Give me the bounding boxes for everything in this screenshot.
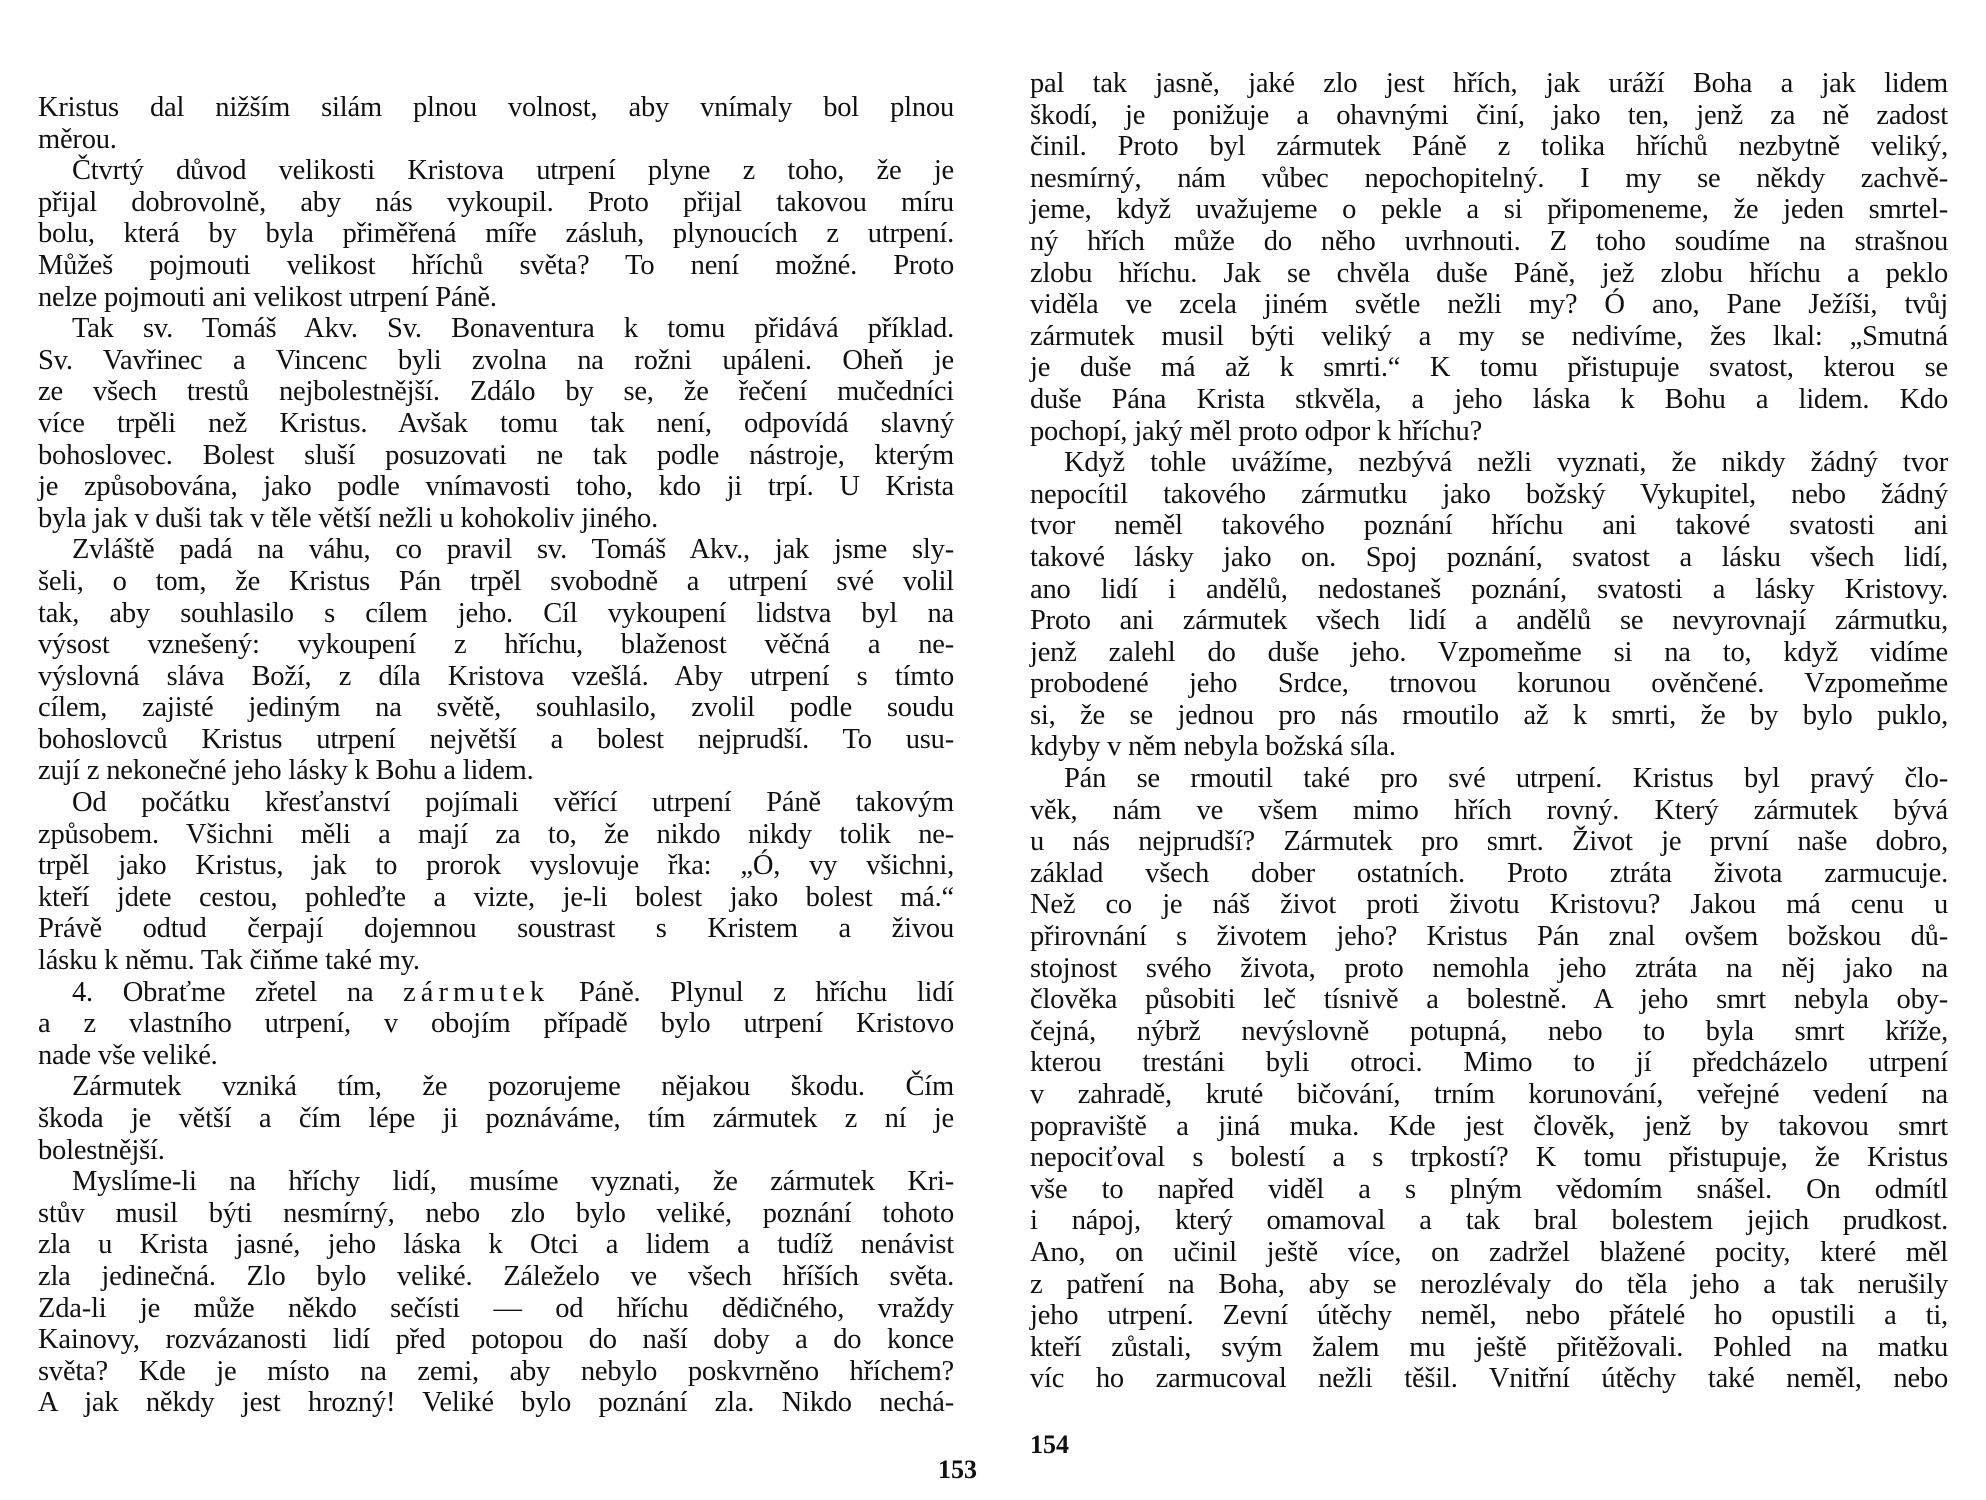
text-line: popraviště a jiná muka. Kde jest člověk, jenž by takovou smrt xyxy=(1030,1110,1948,1142)
text-line: bohoslovců Kristus utrpení největší a bolest nejprudší. To usu- xyxy=(38,723,954,755)
text-line: i nápoj, který omamoval a tak bral bolestem jejich prudkost. xyxy=(1030,1205,1948,1237)
text-line: jenž zalehl do duše jeho. Vzpomeňme si na to, když vidíme xyxy=(1030,636,1948,668)
text-line: výsost vznešený: vykoupení z hříchu, blaženost věčná a ne- xyxy=(38,629,954,661)
text-line: nesmírný, nám vůbec nepochopitelný. I my se někdy zachvě- xyxy=(1030,162,1948,194)
text-line: kteří zůstali, svým žalem mu ještě přitěžovali. Pohled na matku xyxy=(1030,1331,1948,1363)
text-line: jeho utrpení. Zevní útěchy neměl, nebo přátelé ho opustili a ti, xyxy=(1030,1300,1948,1332)
text-line: pal tak jasně, jaké zlo jest hřích, jak uráží Boha a jak lidem xyxy=(1030,68,1948,99)
text-line: v zahradě, kruté bičování, trním korunování, veřejné vedení na xyxy=(1030,1079,1948,1110)
text-line: duše Pána Krista stkvěla, a jeho láska k Bohu a lidem. Kdo xyxy=(1030,383,1948,415)
text-line: zármutek musil býti veliký a my se nedivíme, žes lkal: „Smutná xyxy=(1030,320,1948,352)
text-line: nelze pojmouti ani velikost utrpení Páně. xyxy=(38,281,497,313)
text-line: stův musil býti nesmírný, nebo zlo bylo veliké, poznání tohoto xyxy=(38,1197,954,1229)
text-line: bolestnější. xyxy=(38,1134,165,1166)
right-page xyxy=(1030,0,1948,1500)
text-line: kteří jdete cestou, pohleďte a vizte, je-li bolest jako bolest má.“ xyxy=(38,881,954,913)
text-line: zla jedinečná. Zlo bylo veliké. Záleželo ve všech hříších světa. xyxy=(38,1260,954,1292)
text-line: škodí, je ponižuje a ohavnými činí, jako ten, jenž za ně zadost xyxy=(1030,99,1948,131)
text-line: činil. Proto byl zármutek Páně z tolika hříchů nezbytně veliký, xyxy=(1030,131,1948,163)
text-line: vše to napřed viděl a s plným vědomím snášel. On odmítl xyxy=(1030,1173,1948,1205)
text-line: pochopí, jaký měl proto odpor k hříchu? xyxy=(1030,415,1483,447)
text-line: z patření na Boha, aby se nerozlévaly do těla jeho a tak nerušily xyxy=(1030,1268,1948,1300)
right-page-number: 154 xyxy=(1030,1430,1069,1459)
text-line: Zármutek vzniká tím, že pozorujeme nějakou škodu. Čím xyxy=(72,1071,954,1103)
text-line: základ všech dober ostatních. Proto ztráta života zarmucuje. xyxy=(1030,857,1948,889)
text-line: lásku k němu. Tak čiňme také my. xyxy=(38,945,420,977)
text-line: cílem, zajisté jediným na světě, souhlasilo, zvolil podle soudu xyxy=(38,692,954,724)
text-line: Od počátku křesťanství pojímali věřící utrpení Páně takovým xyxy=(72,787,954,819)
text-line: Když tohle uvážíme, nezbývá nežli vyznati, že nikdy žádný tvor xyxy=(1064,447,1948,479)
text-line: 4. Obraťme zřetel na zármutek Páně. Plynul z hříchu lidí xyxy=(72,976,954,1008)
text-line: takové lásky jako on. Spoj poznání, svatost a lásku všech lidí, xyxy=(1030,541,1948,573)
text-line: škoda je větší a čím lépe ji poznáváme, tím zármutek z ní je xyxy=(38,1103,954,1134)
text-line: nepocítil takového zármutku jako božský Vykupitel, nebo žádný xyxy=(1030,478,1948,510)
text-line: Proto ani zármutek všech lidí a andělů se nevyrovnají zármutku, xyxy=(1030,605,1948,637)
text-line: a z vlastního utrpení, v obojím případě bylo utrpení Kristovo xyxy=(38,1008,954,1040)
text-line: probodené jeho Srdce, trnovou korunou ověnčené. Vzpomeňme xyxy=(1030,668,1948,700)
text-line: jeme, když uvažujeme o pekle a si připomeneme, že jeden smrtel- xyxy=(1030,194,1948,226)
text-line: zlobu hříchu. Jak se chvěla duše Páně, jež zlobu hříchu a peklo xyxy=(1030,257,1948,289)
text-line: ze všech trestů nejbolestnější. Zdálo by se, že řečení mučedníci xyxy=(38,376,954,408)
right-page-text-column xyxy=(1030,68,1948,1395)
text-line: přijal dobrovolně, aby nás vykoupil. Proto přijal takovou míru xyxy=(38,186,954,218)
text-line: čejná, nýbrž nevýslovně potupná, nebo to byla smrt kříže, xyxy=(1030,1015,1948,1047)
text-line: měrou. xyxy=(38,123,117,155)
text-line: Ano, on učinil ještě více, on zadržel blažené pocity, které měl xyxy=(1030,1236,1948,1268)
text-line: víc ho zarmucoval nežli těšil. Vnitřní útěchy také neměl, nebo xyxy=(1030,1363,1948,1395)
text-line: tak, aby souhlasilo s cílem jeho. Cíl vykoupení lidstva byl na xyxy=(38,597,954,629)
left-page xyxy=(38,0,977,1500)
text-line: byla jak v duši tak v těle větší nežli u kohokoliv jiného. xyxy=(38,502,659,534)
text-line: si, že se jednou pro nás rmoutilo až k smrti, že by bylo puklo, xyxy=(1030,699,1948,731)
text-line: viděla ve zcela jiném světle nežli my? Ó ano, Pane Ježíši, tvůj xyxy=(1030,289,1948,321)
left-page-number: 153 xyxy=(938,1455,977,1484)
text-line: věk, nám ve všem mimo hřích rovný. Který zármutek bývá xyxy=(1030,794,1948,826)
text-line: člověka působiti leč tísnivě a bolestně. A jeho smrt nebyla oby- xyxy=(1030,984,1948,1016)
text-line: trpěl jako Kristus, jak to prorok vyslovuje řka: „Ó, vy všichni, xyxy=(38,850,954,882)
text-line: Sv. Vavřinec a Vincenc byli zvolna na rožni upáleni. Oheň je xyxy=(38,344,954,376)
text-line: ný hřích může do něho uvrhnouti. Z toho soudíme na strašnou xyxy=(1030,225,1948,257)
text-line: zla u Krista jasné, jeho láska k Otci a lidem a tudíž nenávist xyxy=(38,1229,954,1261)
text-line: bolu, která by byla přiměřená míře zásluh, plynoucích z utrpení. xyxy=(38,218,954,250)
text-line: Myslíme-li na hříchy lidí, musíme vyznati, že zármutek Kri- xyxy=(72,1166,954,1198)
text-line: je způsobována, jako podle vnímavosti toho, kdo ji trpí. U Krista xyxy=(38,471,954,503)
text-line: zují z nekonečné jeho lásky k Bohu a lidem. xyxy=(38,755,534,787)
text-line: u nás nejprudší? Zármutek pro smrt. Život je první naše dobro, xyxy=(1030,826,1948,858)
text-line: stojnost svého života, proto nemohla jeho ztráta na něj jako na xyxy=(1030,952,1948,984)
left-page-text-column xyxy=(38,92,954,1419)
text-line: Čtvrtý důvod velikosti Kristova utrpení plyne z toho, že je xyxy=(72,155,954,187)
text-line: Zda-li je může někdo sečísti — od hříchu dědičného, vraždy xyxy=(38,1292,954,1324)
text-line: bohoslovec. Bolest sluší posuzovati ne tak podle nástroje, kterým xyxy=(38,439,954,471)
text-line: nade vše veliké. xyxy=(38,1039,218,1071)
text-line: je duše má až k smrti.“ K tomu přistupuje svatost, kterou se xyxy=(1030,352,1948,384)
text-line: Kristus dal nižším silám plnou volnost, aby vnímaly bol plnou xyxy=(38,92,954,123)
text-line: A jak někdy jest hrozný! Veliké bylo poznání zla. Nikdo nechá- xyxy=(38,1387,954,1419)
text-line: kdyby v něm nebyla božská síla. xyxy=(1030,731,1396,763)
text-line: Právě odtud čerpají dojemnou soustrast s Kristem a živou xyxy=(38,913,954,945)
text-line: přirovnání s životem jeho? Kristus Pán znal ovšem božskou dů- xyxy=(1030,921,1948,953)
text-line: více trpěli než Kristus. Avšak tomu tak není, odpovídá slavný xyxy=(38,407,954,439)
text-line: kterou trestáni byli otroci. Mimo to jí předcházelo utrpení xyxy=(1030,1047,1948,1079)
text-line: Můžeš pojmouti velikost hříchů světa? To není možné. Proto xyxy=(38,249,954,281)
text-line: způsobem. Všichni měli a mají za to, že nikdo nikdy tolik ne- xyxy=(38,818,954,850)
text-line: Než co je náš život proti životu Kristovu? Jakou má cenu u xyxy=(1030,889,1948,921)
text-line: světa? Kde je místo na zemi, aby nebylo poskvrněno hříchem? xyxy=(38,1355,954,1387)
text-line: nepociťoval s bolestí a s trpkostí? K tomu přistupuje, že Kristus xyxy=(1030,1142,1948,1174)
text-line: Tak sv. Tomáš Akv. Sv. Bonaventura k tomu přidává příklad. xyxy=(72,313,954,345)
text-line: Kainovy, rozvázanosti lidí před potopou do naší doby a do konce xyxy=(38,1324,954,1356)
emphasized-word: zármutek xyxy=(403,976,550,1008)
text-line: šeli, o tom, že Kristus Pán trpěl svobodně a utrpení své volil xyxy=(38,565,954,597)
text-line: Pán se rmoutil také pro své utrpení. Kristus byl pravý člo- xyxy=(1064,763,1948,795)
text-line: výslovná sláva Boží, z díla Kristova vzešlá. Aby utrpení s tímto xyxy=(38,660,954,692)
text-line: Zvláště padá na váhu, co pravil sv. Tomáš Akv., jak jsme sly- xyxy=(72,534,954,566)
text-line: tvor neměl takového poznání hříchu ani takové svatosti ani xyxy=(1030,510,1948,542)
text-line: ano lidí i andělů, nedostaneš poznání, svatosti a lásky Kristovy. xyxy=(1030,573,1948,605)
